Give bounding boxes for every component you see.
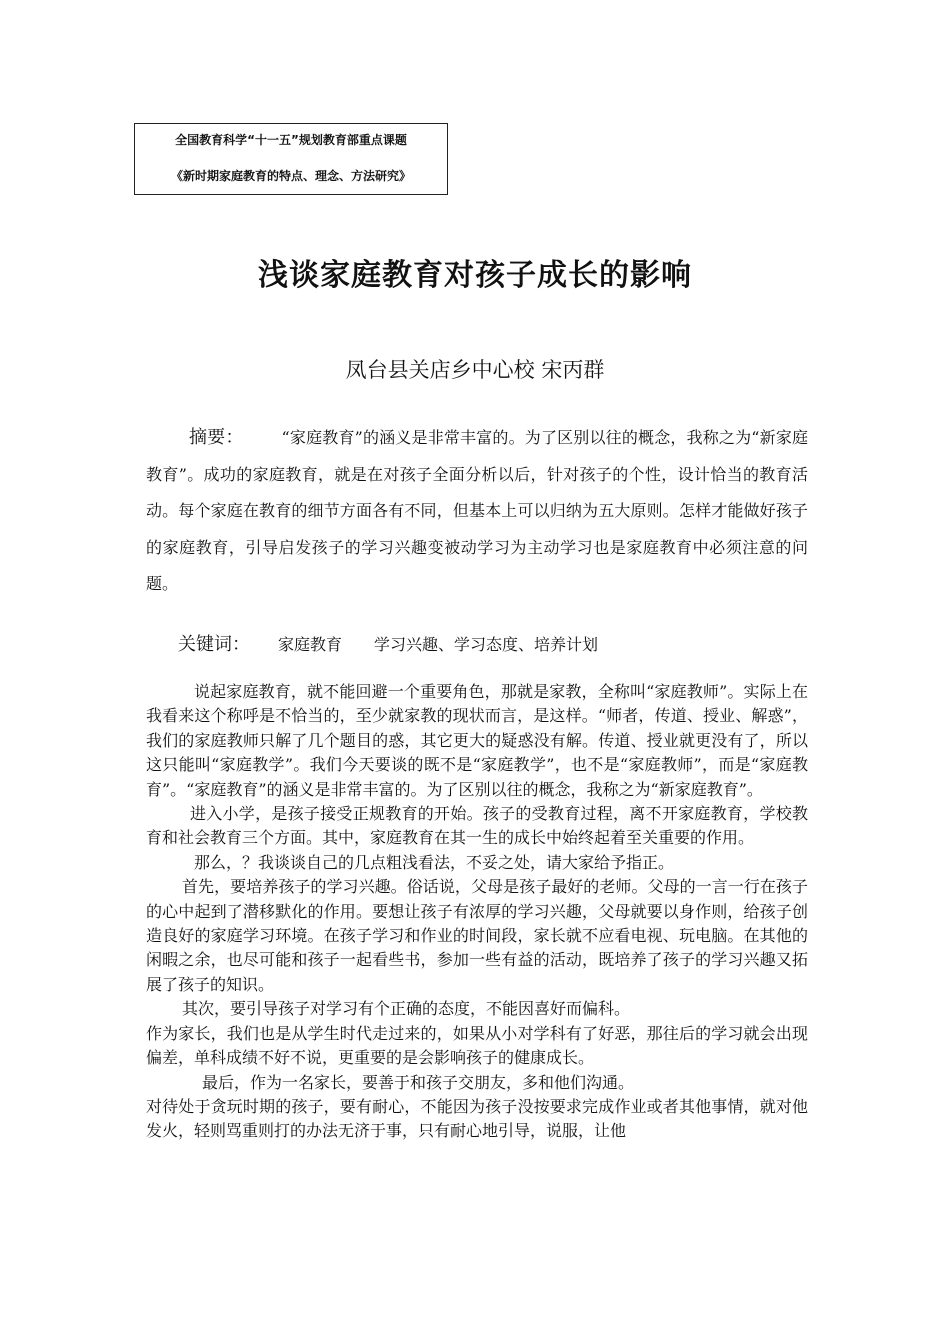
abstract-label: 摘要： xyxy=(189,427,244,448)
document-title: 浅谈家庭教育对孩子成长的影响 xyxy=(258,258,692,293)
keywords-label: 关键词： xyxy=(178,634,250,655)
project-header-line1: 全国教育科学“十一五”规划教育部重点课题 xyxy=(175,133,407,147)
project-header-line2: 《新时期家庭教育的特点、理念、方法研究》 xyxy=(170,169,411,183)
body-paragraph-8: 对待处于贪玩时期的孩子，要有耐心，不能因为孩子没按要求完成作业或者其他事情，就对他发火，轻则骂重则打的办法无济于事，只有耐心地引导，说服，让他 xyxy=(146,1096,808,1141)
body-paragraph-2: 进入小学，是孩子接受正规教育的开始。孩子的受教育过程，离不开家庭教育，学校教育和社会教育三个方面。其中，家庭教育在其一生的成长中始终起着至关重要的作用。 xyxy=(146,804,808,848)
project-header-box xyxy=(134,123,448,195)
body-paragraph-7: 最后，作为一名家长，要善于和孩子交朋友，多和他们沟通。 xyxy=(202,1072,635,1092)
body-paragraph-1: 说起家庭教育，就不能回避一个重要角色，那就是家教，全称叫“家庭教师”。实际上在我看来这个称呼是不恰当的，至少就家教的现状而言，是这样。“师者，传道、授业、解惑”，我们的家庭教师只解了几个题目的惑，其它更大的疑惑没有解。传道、授业就更没有了，所以这只能叫“家庭教学”。我们今天要谈的既不是“家庭教学”，也不是“家庭教师”，而是“家庭教育”。“家庭教育”的涵义是非常丰富的。为了区别以往的概念，我称之为“新家庭教育”。 xyxy=(146,682,808,799)
keyword-1: 家庭教育 xyxy=(278,635,343,654)
body-paragraph-4: 首先，要培养孩子的学习兴趣。俗话说，父母是孩子最好的老师。父母的一言一行在孩子的心中起到了潜移默化的作用。要想让孩子有浓厚的学习兴趣，父母就要以身作则，给孩子创造良好的家庭学习环境。在孩子学习和作业的时间段，家长就不应看电视、玩电脑。在其他的闲暇之余，也尽可能和孩子一起看些书，参加一些有益的活动，既培养了孩子的学习兴趣又拓展了孩子的知识。 xyxy=(146,877,808,994)
keywords-section xyxy=(178,630,598,656)
keyword-2: 学习兴趣、学习态度、培养计划 xyxy=(374,635,599,654)
body-text xyxy=(146,680,808,1144)
author-line: 凤台县关店乡中心校 宋丙群 xyxy=(345,358,605,382)
abstract-text: “家庭教育”的涵义是非常丰富的。为了区别以往的概念，我称之为“新家庭教育”。成功的家庭教育，就是在对孩子全面分析以后，针对孩子的个性，设计恰当的教育活动。每个家庭在教育的细节方面各有不同，但基本上可以归纳为五大原则。怎样才能做好孩子的家庭教育，引导启发孩子的学习兴趣变被动学习为主动学习也是家庭教育中必须注意的问题。 xyxy=(146,428,809,593)
body-paragraph-6: 作为家长，我们也是从学生时代走过来的，如果从小对学科有了好恶，那往后的学习就会出现偏差，单科成绩不好不说，更重要的是会影响孩子的健康成长。 xyxy=(146,1023,808,1068)
body-paragraph-3: 那么，？我谈谈自己的几点粗浅看法，不妥之处，请大家给予指正。 xyxy=(194,852,675,872)
abstract-section xyxy=(146,420,808,603)
body-paragraph-5: 其次，要引导孩子对学习有个正确的态度，不能因喜好而偏科。 xyxy=(182,999,631,1019)
